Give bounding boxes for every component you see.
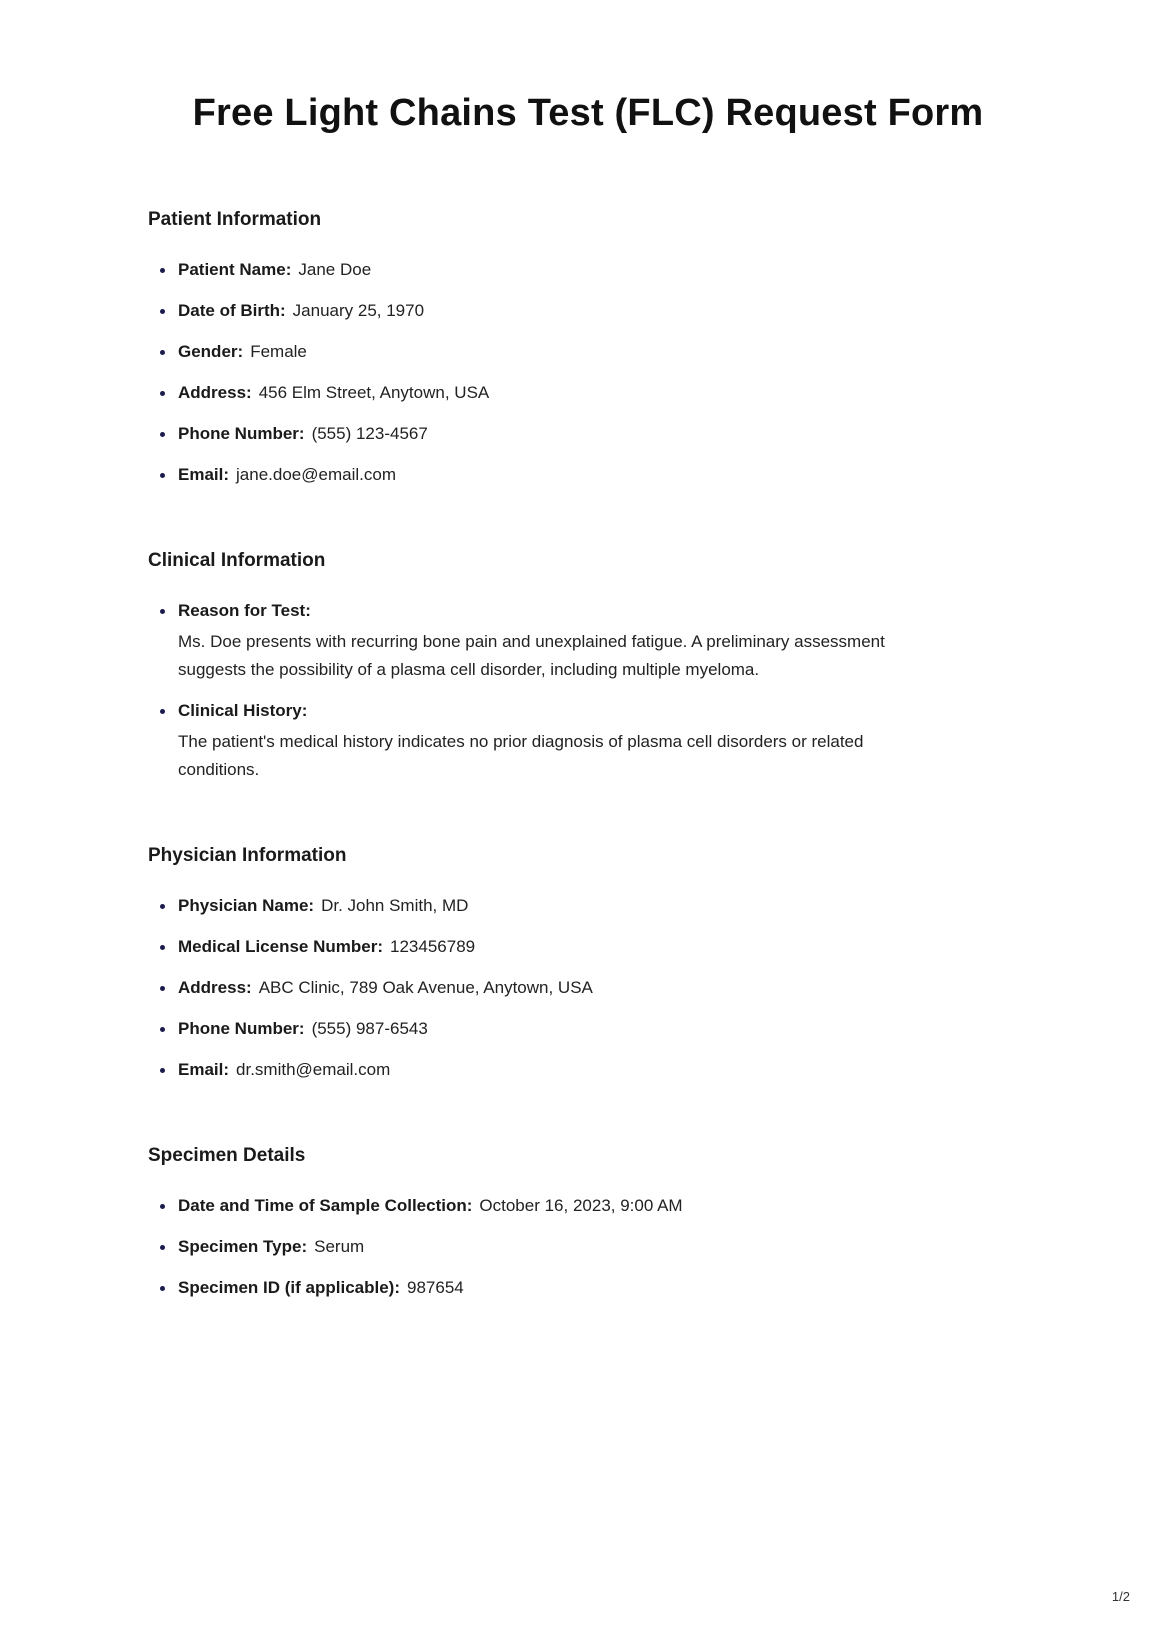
field-value: dr.smith@email.com	[236, 1059, 391, 1079]
document-section	[148, 1144, 1026, 1302]
field-value: (555) 123-4567	[311, 423, 428, 443]
field-label: Email:	[178, 1059, 230, 1079]
bullet-icon	[160, 1027, 165, 1032]
document-section	[148, 844, 1026, 1084]
list-item	[148, 338, 1026, 366]
section-list	[148, 892, 1026, 1084]
field-value: Jane Doe	[298, 259, 372, 279]
document-sections	[0, 208, 1176, 1302]
list-item	[148, 461, 1026, 489]
field-label: Reason for Test:	[178, 600, 311, 620]
bullet-icon	[160, 268, 165, 273]
document-section	[148, 208, 1026, 489]
field-value: October 16, 2023, 9:00 AM	[479, 1195, 683, 1215]
section-heading: Clinical Information	[148, 549, 326, 571]
bullet-icon	[160, 350, 165, 355]
list-item	[148, 1233, 1026, 1261]
field-label: Medical License Number:	[178, 936, 384, 956]
list-item	[148, 379, 1026, 407]
field-label: Address:	[178, 977, 252, 997]
list-item	[148, 974, 1026, 1002]
section-heading: Patient Information	[148, 208, 322, 230]
field-label: Clinical History:	[178, 700, 308, 720]
field-value: (555) 987-6543	[311, 1018, 428, 1038]
bullet-icon	[160, 432, 165, 437]
list-item	[148, 597, 1026, 684]
field-value: 987654	[407, 1277, 464, 1297]
bullet-icon	[160, 473, 165, 478]
field-paragraph: The patient's medical history indicates no prior diagnosis of plasma cell disorders or related conditions.	[178, 731, 864, 779]
list-item	[148, 1056, 1026, 1084]
section-list	[148, 256, 1026, 489]
list-item	[148, 1274, 1026, 1302]
field-label: Phone Number:	[178, 1018, 305, 1038]
field-value: jane.doe@email.com	[236, 464, 396, 484]
document-section	[148, 549, 1026, 784]
list-item	[148, 933, 1026, 961]
field-value: 123456789	[390, 936, 476, 956]
list-item	[148, 297, 1026, 325]
list-item	[148, 697, 1026, 784]
field-label: Address:	[178, 382, 252, 402]
field-paragraph: Ms. Doe presents with recurring bone pain and unexplained fatigue. A preliminary assessment suggests the possibility of a plasma cell disorder, including multiple myeloma.	[178, 631, 885, 679]
list-item	[148, 1192, 1026, 1220]
field-value: Female	[250, 341, 307, 361]
field-value: 456 Elm Street, Anytown, USA	[258, 382, 490, 402]
field-label: Date and Time of Sample Collection:	[178, 1195, 473, 1215]
page-title: Free Light Chains Test (FLC) Request Form	[192, 92, 984, 134]
list-item	[148, 892, 1026, 920]
bullet-icon	[160, 1245, 165, 1250]
bullet-icon	[160, 1286, 165, 1291]
bullet-icon	[160, 1068, 165, 1073]
field-label: Patient Name:	[178, 259, 292, 279]
bullet-icon	[160, 1204, 165, 1209]
section-heading: Specimen Details	[148, 1144, 306, 1166]
list-item	[148, 256, 1026, 284]
bullet-icon	[160, 945, 165, 950]
section-list	[148, 1192, 1026, 1302]
field-label: Physician Name:	[178, 895, 315, 915]
section-heading: Physician Information	[148, 844, 347, 866]
page-number: 1/2	[1111, 1589, 1130, 1604]
field-label: Date of Birth:	[178, 300, 286, 320]
list-item	[148, 420, 1026, 448]
field-value: Serum	[314, 1236, 365, 1256]
field-label: Specimen ID (if applicable):	[178, 1277, 400, 1297]
bullet-icon	[160, 904, 165, 909]
bullet-icon	[160, 609, 165, 614]
list-item	[148, 1015, 1026, 1043]
bullet-icon	[160, 986, 165, 991]
bullet-icon	[160, 391, 165, 396]
field-label: Specimen Type:	[178, 1236, 308, 1256]
field-value: Dr. John Smith, MD	[321, 895, 469, 915]
field-value: ABC Clinic, 789 Oak Avenue, Anytown, USA	[258, 977, 593, 997]
field-value: January 25, 1970	[292, 300, 425, 320]
bullet-icon	[160, 309, 165, 314]
field-label: Phone Number:	[178, 423, 305, 443]
field-label: Email:	[178, 464, 230, 484]
field-label: Gender:	[178, 341, 244, 361]
section-list	[148, 597, 1026, 784]
bullet-icon	[160, 709, 165, 714]
